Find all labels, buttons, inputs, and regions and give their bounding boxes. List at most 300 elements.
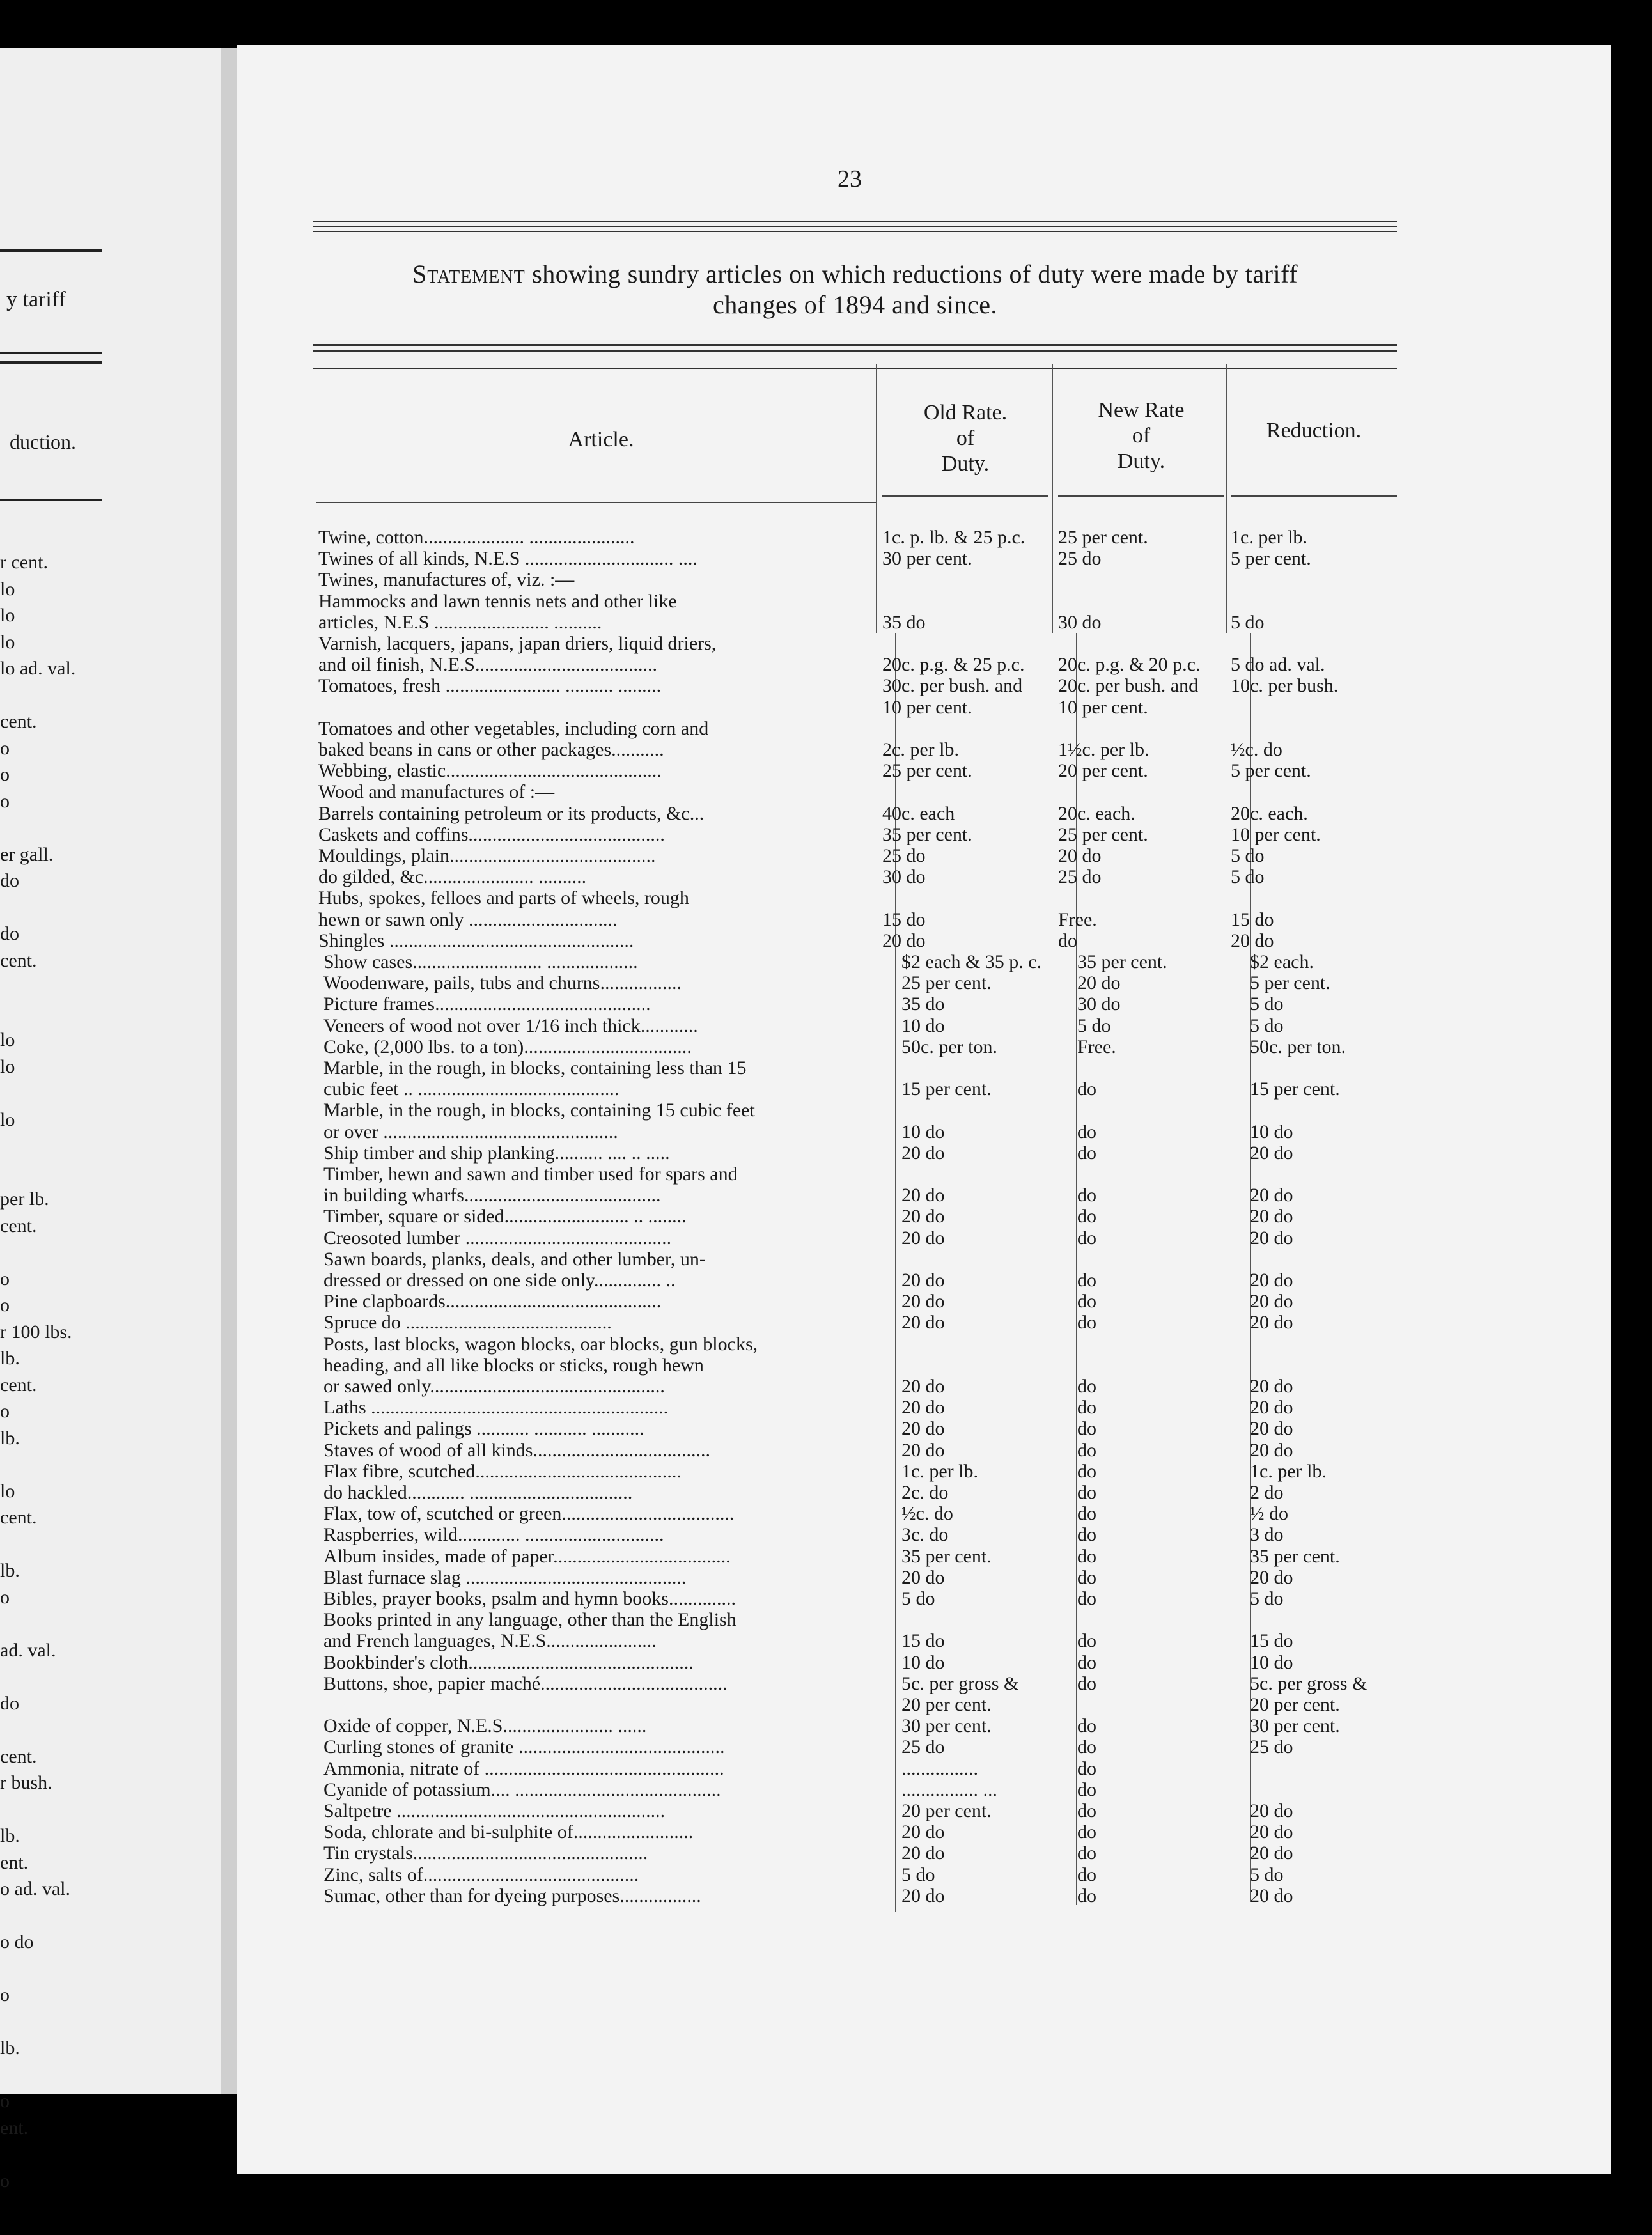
reduction-cell: 5 per cent. [1231, 760, 1311, 782]
new-rate-cell: do [1077, 1270, 1096, 1291]
table-row [0, 1079, 1652, 1100]
new-rate-cell: do [1077, 1524, 1096, 1546]
reduction-cell: 5 per cent. [1250, 972, 1330, 994]
article-cell: baked beans in cans or other packages........... [318, 739, 664, 760]
new-rate-cell: do [1077, 1842, 1096, 1864]
facing-line: do [0, 1692, 19, 1714]
table-row [0, 1249, 1652, 1270]
facing-line: o [0, 1984, 10, 2005]
table-row [0, 697, 1652, 718]
article-cell: Timber, square or sided.......................... .. ........ [323, 1206, 687, 1227]
article-cell: Sawn boards, planks, deals, and other lumber, un- [323, 1248, 706, 1270]
reduction-cell: 1c. per lb. [1250, 1460, 1327, 1482]
article-cell: Mouldings, plain........................................... [318, 845, 656, 866]
table-row [0, 1055, 1652, 1079]
old-rate-cell: 20 do [901, 1566, 945, 1588]
header-bottom-rule [1231, 495, 1397, 497]
table-row [0, 1185, 1652, 1206]
title-top-rule [313, 226, 1397, 227]
new-rate-line: of [1132, 424, 1151, 448]
reduction-cell: 20 do [1250, 1270, 1293, 1291]
reduction-cell: 20 do [1250, 1800, 1293, 1821]
article-cell: Twines, manufactures of, viz. :— [318, 569, 575, 591]
article-cell: Woodenware, pails, tubs and churns................. [323, 972, 682, 994]
reduction-cell: 20 do [1250, 1227, 1293, 1249]
table-row [0, 782, 1652, 802]
statement-title-lead: Statement [412, 260, 526, 288]
reduction-cell: 5 per cent. [1231, 548, 1311, 570]
article-cell: in building wharfs......................................... [323, 1185, 661, 1206]
article-cell: or sawed only................................................. [323, 1376, 665, 1397]
article-cell: Flax, tow of, scutched or green.................................... [323, 1503, 735, 1525]
facing-column-fragment: duction. [10, 430, 76, 453]
facing-line: lb. [0, 1825, 20, 1846]
facing-line: cent. [0, 949, 37, 971]
table-row [0, 676, 1652, 696]
table-row [0, 931, 1652, 951]
reduction-cell: 5 do [1250, 993, 1284, 1015]
facing-line: cent. [0, 1745, 37, 1767]
article-cell: Posts, last blocks, wagon blocks, oar blocks, gun blocks, [323, 1333, 758, 1355]
old-rate-cell: 20c. p.g. & 25 p.c. [882, 654, 1025, 676]
article-cell: Ammonia, nitrate of .................................................. [323, 1757, 724, 1779]
table-row [0, 591, 1652, 612]
old-rate-line: Duty. [941, 452, 990, 476]
table-row [0, 1692, 1652, 1715]
article-cell: Varnish, lacquers, japans, japan driers, liquid driers, [318, 633, 717, 654]
new-rate-cell: do [1077, 1864, 1096, 1885]
article-cell: Twines of all kinds, N.E.S ............................... .... [318, 548, 697, 570]
new-rate-line: New Rate [1098, 398, 1185, 422]
table-row [0, 655, 1652, 675]
new-rate-cell: do [1077, 1566, 1096, 1588]
new-rate-cell: 25 per cent. [1058, 823, 1148, 845]
facing-line: o do [0, 1931, 34, 1952]
reduction-cell: 5c. per gross & [1250, 1672, 1368, 1694]
facing-line: o [0, 1268, 10, 1289]
article-cell: Pine clapboards............................................. [323, 1291, 662, 1312]
article-cell: Picture frames............................................. [323, 993, 651, 1015]
table-row [0, 719, 1652, 739]
table-row [0, 1376, 1652, 1397]
table-row [0, 888, 1652, 908]
old-rate-cell: 20 do [901, 1821, 945, 1843]
article-cell: Sumac, other than for dyeing purposes................. [323, 1885, 701, 1906]
facing-line: o [0, 1401, 10, 1422]
table-row [0, 843, 1652, 866]
reduction-cell: ½c. do [1231, 739, 1282, 760]
reduction-cell: 20 do [1250, 1566, 1293, 1588]
old-rate-cell: 20 do [901, 1291, 945, 1312]
article-cell: articles, N.E.S ........................ .......... [318, 611, 602, 633]
facing-line: r bush. [0, 1772, 52, 1793]
reduction-cell: 20 do [1250, 1185, 1293, 1206]
facing-line: o [0, 1586, 10, 1608]
table-row [0, 1801, 1652, 1821]
article-cell: Curling stones of granite ........................................... [323, 1736, 725, 1758]
old-rate-cell: 35 per cent. [901, 1545, 992, 1567]
table-row [0, 867, 1652, 887]
table-row [0, 1206, 1652, 1227]
reduction-cell: 1c. per lb. [1231, 527, 1307, 548]
article-cell: Timber, hewn and sawn and timber used for spars and [323, 1164, 738, 1185]
table-row [0, 1780, 1652, 1800]
facing-line: o [0, 737, 10, 759]
table-row [0, 527, 1652, 548]
reduction-cell: 35 per cent. [1250, 1545, 1340, 1567]
facing-line: o [0, 2170, 10, 2192]
old-rate-cell: ................ [901, 1757, 978, 1779]
reduction-cell: 50c. per ton. [1250, 1036, 1346, 1057]
article-cell: dressed or dressed on one side only.............. .. [323, 1270, 676, 1291]
new-rate-cell: 25 per cent. [1058, 527, 1148, 548]
reduction-cell: 2 do [1250, 1482, 1284, 1503]
reduction-cell: 20 do [1250, 1291, 1293, 1312]
old-rate-cell: 2c. do [901, 1482, 949, 1503]
new-rate-cell: Free. [1058, 908, 1097, 930]
new-rate-cell: do [1077, 1376, 1096, 1397]
old-rate-cell: 3c. do [901, 1524, 949, 1546]
new-rate-cell: 1½c. per lb. [1058, 739, 1149, 760]
table-row [0, 1270, 1652, 1291]
old-rate-cell: 5c. per gross & [901, 1672, 1019, 1694]
article-cell: Pickets and palings ........... ........... ........... [323, 1418, 644, 1440]
facing-line: r 100 lbs. [0, 1321, 72, 1343]
old-rate-cell: 35 do [882, 611, 926, 633]
article-cell: Soda, chlorate and bi-sulphite of......................... [323, 1821, 694, 1843]
table-row [0, 612, 1652, 633]
article-cell: and French languages, N.E.S....................... [323, 1630, 657, 1652]
reduction-cell: 5 do [1231, 845, 1265, 866]
reduction-cell: 20 do [1250, 1842, 1293, 1864]
page-number: 23 [838, 166, 862, 192]
article-cell: Staves of wood of all kinds..................................... [323, 1439, 710, 1461]
reduction-cell: 20 do [1250, 1206, 1293, 1227]
new-rate-cell: do [1077, 1672, 1096, 1694]
table-row [0, 1440, 1652, 1461]
new-rate-cell: do [1077, 1821, 1096, 1843]
table-row [0, 1843, 1652, 1864]
old-rate-cell: 20 do [901, 1312, 945, 1334]
table-row [0, 1291, 1652, 1312]
old-rate-cell: ................ ... [901, 1779, 997, 1800]
table-row [0, 1164, 1652, 1185]
new-rate-cell: do [1077, 1291, 1096, 1312]
table-row [0, 1737, 1652, 1757]
old-rate-cell: 20 do [901, 1142, 945, 1164]
old-rate-cell: 20 per cent. [901, 1800, 992, 1821]
new-rate-cell: do [1077, 1630, 1096, 1652]
old-rate-cell: 2c. per lb. [882, 739, 959, 760]
facing-line: do [0, 923, 19, 944]
table-row [0, 1419, 1652, 1439]
old-rate-cell: 35 do [901, 993, 945, 1015]
article-cell: Zinc, salts of............................................. [323, 1864, 639, 1885]
reduction-cell: 20 do [1250, 1418, 1293, 1440]
article-cell: Laths .............................................................. [323, 1397, 669, 1419]
table-row [0, 1480, 1652, 1503]
new-rate-cell: do [1077, 1800, 1096, 1821]
old-rate-cell: 15 per cent. [901, 1079, 992, 1100]
table-row [0, 631, 1652, 654]
reduction-cell: 5 do [1250, 1015, 1284, 1036]
new-rate-cell: do [1077, 1418, 1096, 1440]
new-rate-cell: do [1077, 1312, 1096, 1334]
new-rate-cell: 20 do [1077, 972, 1121, 994]
old-rate-cell: 25 do [901, 1736, 945, 1758]
facing-line: o [0, 790, 10, 812]
old-rate-cell: 15 do [901, 1630, 945, 1652]
old-rate-cell: 25 per cent. [901, 972, 992, 994]
article-cell: Marble, in the rough, in blocks, containing 15 cubic feet [323, 1100, 755, 1121]
new-rate-cell: do [1077, 1460, 1096, 1482]
facing-line: lo ad. val. [0, 658, 76, 679]
title-top-rule [313, 231, 1397, 232]
facing-line: per lb. [0, 1188, 49, 1210]
old-rate-cell: 20 do [901, 1270, 945, 1291]
table-row [0, 1504, 1652, 1524]
reduction-cell: 20 do [1250, 1821, 1293, 1843]
new-rate-cell: Free. [1077, 1036, 1116, 1057]
old-rate-cell: 30c. per bush. and [882, 675, 1023, 697]
old-rate-cell: 5 do [901, 1864, 935, 1885]
header-bottom-rule [316, 502, 876, 503]
new-rate-cell: 30 do [1077, 993, 1121, 1015]
header-bottom-rule [882, 495, 1048, 497]
old-rate-cell: 30 per cent. [882, 548, 972, 570]
new-rate-line: Duty. [1117, 449, 1165, 473]
table-row [0, 1143, 1652, 1164]
reduction-cell: 20 per cent. [1250, 1694, 1340, 1715]
table-row [0, 973, 1652, 993]
old-rate-cell: 20 do [901, 1376, 945, 1397]
new-rate-cell: do [1077, 1121, 1096, 1142]
facing-line: o [0, 2091, 10, 2112]
table-row [0, 1586, 1652, 1609]
facing-rule [0, 499, 102, 501]
article-cell: Tomatoes and other vegetables, including corn and [318, 717, 709, 739]
article-cell: Show cases........................... ................... [323, 951, 638, 972]
reduction-cell: 5 do ad. val. [1231, 654, 1325, 676]
old-rate-cell: 20 per cent. [901, 1694, 992, 1715]
old-rate-cell: 10 per cent. [882, 696, 972, 718]
old-rate-cell: 35 per cent. [882, 823, 972, 845]
article-cell: Tin crystals................................................. [323, 1842, 648, 1864]
table-row [0, 1100, 1652, 1121]
new-rate-cell: do [1077, 1588, 1096, 1609]
reduction-cell: 5 do [1250, 1864, 1284, 1885]
new-rate-cell: 25 do [1058, 866, 1102, 888]
new-rate-cell: 20c. per bush. and [1058, 675, 1199, 697]
old-rate-line: of [956, 426, 975, 450]
facing-heading-fragment: y tariff [6, 288, 66, 311]
old-rate-cell: 20 do [901, 1439, 945, 1461]
reduction-cell: 10 do [1250, 1121, 1293, 1142]
reduction-cell: ½ do [1250, 1503, 1288, 1525]
new-rate-cell: 5 do [1077, 1015, 1111, 1036]
facing-line: lb. [0, 2037, 20, 2059]
old-rate-cell: 20 do [901, 1842, 945, 1864]
facing-line: o [0, 1295, 10, 1316]
facing-line: o ad. val. [0, 1878, 70, 1899]
article-cell: Shingles ................................................... [318, 930, 634, 951]
new-rate-cell: do [1077, 1715, 1096, 1737]
reduction-cell: 15 do [1231, 908, 1274, 930]
reduction-cell: 30 per cent. [1250, 1715, 1340, 1737]
new-rate-cell: do [1077, 1885, 1096, 1906]
reduction-cell: 5 do [1231, 611, 1265, 633]
article-cell: Marble, in the rough, in blocks, containing less than 15 [323, 1057, 747, 1079]
table-row [0, 1312, 1652, 1333]
reduction-cell: 10 per cent. [1231, 823, 1321, 845]
new-rate-cell: do [1077, 1651, 1096, 1673]
table-row [0, 1822, 1652, 1842]
new-rate-cell: do [1077, 1545, 1096, 1567]
statement-title-text: showing sundry articles on which reductions of duty were made by tariff [525, 260, 1298, 288]
table-row [0, 1865, 1652, 1885]
article-cell: Coke, (2,000 lbs. to a ton)................................... [323, 1036, 692, 1057]
old-rate-cell: 15 do [882, 908, 926, 930]
article-cell: do gilded, &c....................... .......... [318, 866, 587, 888]
facing-line: do [0, 870, 19, 891]
article-cell: Bookbinder's cloth............................................... [323, 1651, 694, 1673]
table-row [0, 1525, 1652, 1545]
table-row [0, 1653, 1652, 1673]
table-row [0, 994, 1652, 1015]
old-rate-cell: ½c. do [901, 1503, 953, 1525]
new-rate-cell: do [1077, 1206, 1096, 1227]
new-rate-cell: 20 per cent. [1058, 760, 1148, 782]
facing-line: cent. [0, 1374, 37, 1396]
table-row [0, 1759, 1652, 1779]
new-rate-cell: do [1077, 1503, 1096, 1525]
new-rate-cell: 20c. p.g. & 20 p.c. [1058, 654, 1201, 676]
table-row [0, 804, 1652, 824]
table-row [0, 1568, 1652, 1588]
new-rate-cell: do [1077, 1227, 1096, 1249]
reduction-cell: 20 do [1231, 930, 1274, 951]
table-row [0, 1037, 1652, 1057]
reduction-cell: 5 do [1231, 866, 1265, 888]
old-rate-cell: 20 do [882, 930, 926, 951]
table-row [0, 1398, 1652, 1418]
old-rate-cell: 20 do [901, 1185, 945, 1206]
article-cell: Wood and manufactures of :— [318, 781, 555, 803]
article-cell: heading, and all like blocks or sticks, rough hewn [323, 1354, 704, 1376]
reduction-cell: 20 do [1250, 1142, 1293, 1164]
new-rate-cell: do [1077, 1439, 1096, 1461]
old-rate-cell: 30 per cent. [901, 1715, 992, 1737]
facing-line: lo [0, 578, 15, 600]
new-rate-cell: 30 do [1058, 611, 1102, 633]
old-rate-line: Old Rate. [923, 401, 1008, 424]
table-row [0, 1674, 1652, 1694]
facing-line: lo [0, 631, 15, 653]
reduction-cell: 10 do [1250, 1651, 1293, 1673]
column-header-old-rate [882, 400, 1048, 477]
old-rate-cell: 40c. each [882, 802, 955, 824]
article-cell: cubic feet .. .......................................... [323, 1079, 620, 1100]
reduction-cell: 3 do [1250, 1524, 1284, 1546]
article-cell: Oxide of copper, N.E.S....................... ...... [323, 1715, 647, 1737]
old-rate-cell: 10 do [901, 1651, 945, 1673]
old-rate-cell: $2 each & 35 p. c. [901, 951, 1042, 972]
facing-line: r cent. [0, 552, 48, 573]
facing-line: cent. [0, 1215, 37, 1236]
article-cell: Caskets and coffins......................................... [318, 823, 665, 845]
reduction-cell: 20c. each. [1231, 802, 1308, 824]
reduction-cell: 25 do [1250, 1736, 1293, 1758]
new-rate-cell: do [1077, 1185, 1096, 1206]
article-cell: Bibles, prayer books, psalm and hymn books.............. [323, 1588, 736, 1609]
reduction-cell: 20 do [1250, 1439, 1293, 1461]
facing-line: lo [0, 1109, 15, 1130]
facing-line: o [0, 764, 10, 785]
old-rate-cell: 10 do [901, 1015, 945, 1036]
table-row [0, 1334, 1652, 1355]
table-row [0, 549, 1652, 569]
statement-title-line2: changes of 1894 and since. [712, 290, 998, 319]
reduction-cell: 15 per cent. [1250, 1079, 1340, 1100]
facing-line: lo [0, 1480, 15, 1502]
article-cell: Cyanide of potassium.... ........................................... [323, 1779, 721, 1800]
facing-line: er gall. [0, 843, 54, 865]
table-row [0, 1631, 1652, 1651]
article-cell: Saltpetre ........................................................ [323, 1800, 666, 1821]
column-header-new-rate [1058, 398, 1224, 474]
reduction-cell: $2 each. [1250, 951, 1314, 972]
old-rate-cell: 10 do [901, 1121, 945, 1142]
new-rate-cell: do [1077, 1397, 1096, 1419]
table-row [0, 1461, 1652, 1482]
article-cell: Webbing, elastic............................................. [318, 760, 662, 782]
old-rate-cell: 20 do [901, 1227, 945, 1249]
header-top-rule [313, 368, 1397, 369]
new-rate-cell: do [1058, 930, 1077, 951]
article-cell: Raspberries, wild............. ............................. [323, 1524, 664, 1546]
title-top-rule [313, 221, 1397, 222]
article-cell: hewn or sawn only ............................... [318, 908, 618, 930]
facing-line: ent. [0, 1851, 29, 1873]
header-top-rule [313, 344, 1397, 346]
article-cell: Ship timber and ship planking.......... .... .. ..... [323, 1142, 670, 1164]
article-cell: and oil finish, N.E.S...................................... [318, 654, 657, 676]
facing-line: ad. val. [0, 1639, 56, 1661]
reduction-cell: 20 do [1250, 1376, 1293, 1397]
old-rate-cell: 20 do [901, 1397, 945, 1419]
old-rate-cell: 25 do [882, 845, 926, 866]
table-row [0, 1355, 1652, 1376]
new-rate-cell: do [1077, 1079, 1096, 1100]
facing-line: lo [0, 1029, 15, 1050]
old-rate-cell: 1c. per lb. [901, 1460, 978, 1482]
new-rate-cell: do [1077, 1757, 1096, 1779]
statement-title [310, 259, 1400, 320]
reduction-cell: 20 do [1250, 1312, 1293, 1334]
header-top-rule [313, 350, 1397, 352]
facing-line: ent. [0, 2117, 29, 2138]
column-header-reduction: Reduction. [1266, 419, 1362, 442]
article-cell: Books printed in any language, other than the English [323, 1609, 736, 1631]
table-row [0, 1610, 1652, 1630]
article-cell: Hubs, spokes, felloes and parts of wheels, rough [318, 887, 689, 909]
table-row [0, 570, 1652, 590]
column-header-article: Article. [568, 428, 634, 451]
article-cell: Blast furnace slag .............................................. [323, 1566, 687, 1588]
article-cell: Barrels containing petroleum or its products, &c... [318, 802, 705, 824]
header-bottom-rule [1058, 495, 1224, 497]
facing-line: lb. [0, 1427, 20, 1449]
